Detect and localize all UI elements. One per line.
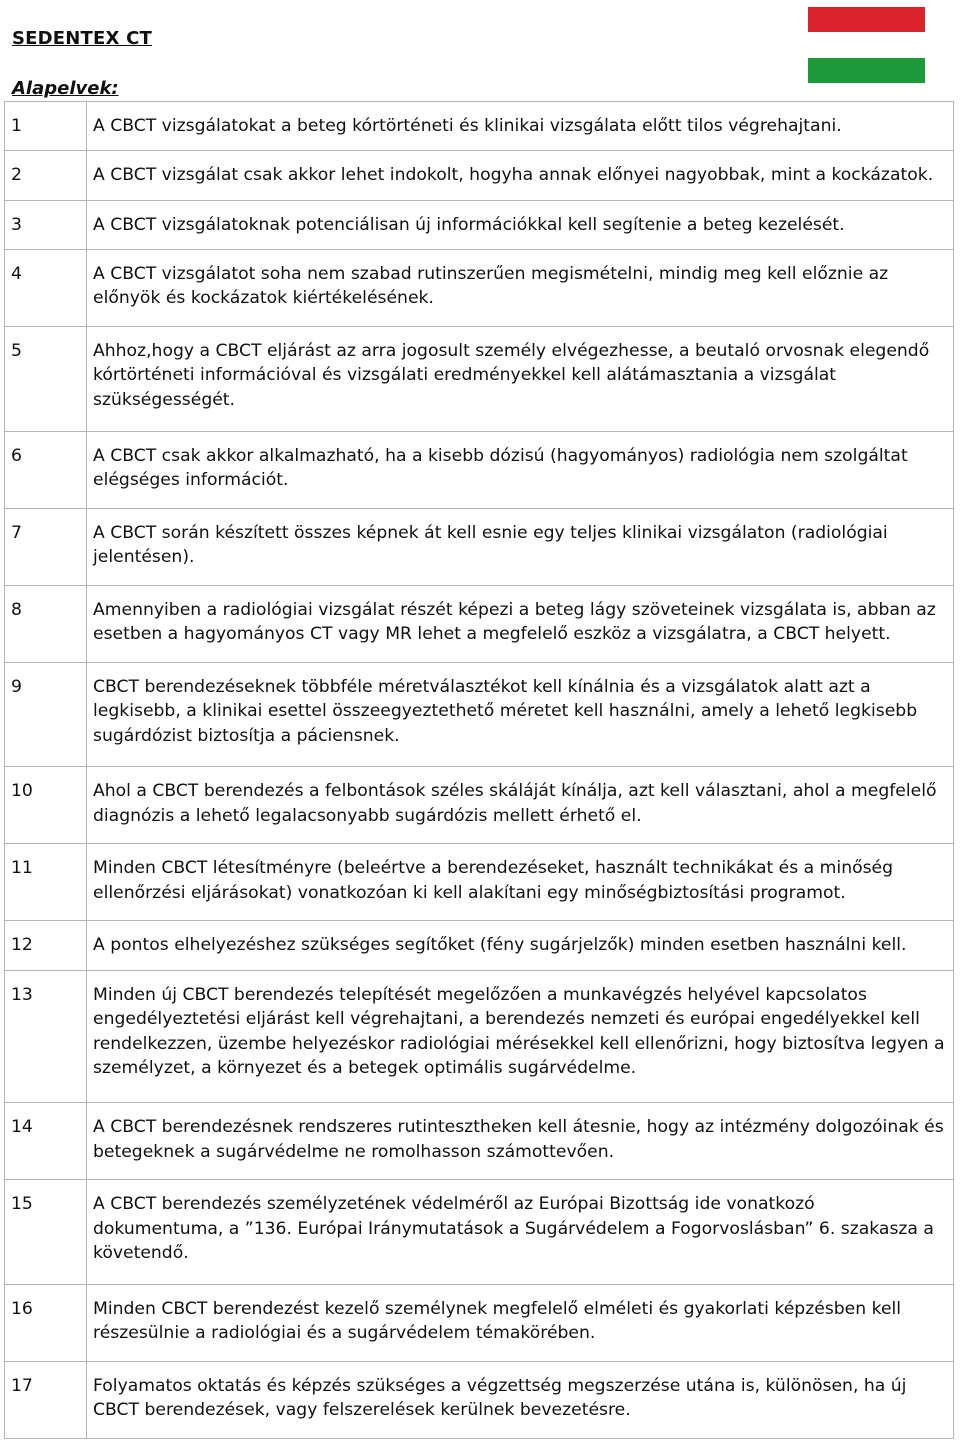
principle-text: A CBCT vizsgálatoknak potenciálisan új információkkal kell segítenie a beteg kezelését. <box>87 200 954 249</box>
principle-number: 7 <box>5 508 87 585</box>
principle-text: A CBCT berendezésnek rendszeres rutintesztheken kell átesnie, hogy az intézmény dolgozóinak és betegeknek a sugárvédelme ne romolhasson számottevően. <box>87 1103 954 1180</box>
flag-stripe-white <box>808 32 925 57</box>
flag-stripe-green <box>808 58 925 83</box>
table-row <box>5 1361 954 1438</box>
principle-text: A CBCT csak akkor alkalmazható, ha a kisebb dózisú (hagyományos) radiológia nem szolgáltat elégséges információt. <box>87 431 954 508</box>
principle-text: A CBCT vizsgálat csak akkor lehet indokolt, hogyha annak előnyei nagyobbak, mint a kockázatok. <box>87 151 954 200</box>
principle-text: Ahhoz,hogy a CBCT eljárást az arra jogosult személy elvégezhesse, a beutaló orvosnak elegendő kórtörténeti információval és vizsgálati eredményekkel kell alátámasztania a vizsgálat szükségességét. <box>87 326 954 431</box>
principle-number: 13 <box>5 970 87 1103</box>
principle-text: Minden CBCT létesítményre (beleértve a berendezéseket, használt technikákat és a minőség ellenőrzési eljárásokat) vonatkozóan ki kell alakítani egy minőségbiztosítási programot. <box>87 844 954 921</box>
principle-text: Amennyiben a radiológiai vizsgálat részét képezi a beteg lágy szöveteinek vizsgálata is, abban az esetben a hagyományos CT vagy MR lehet a megfelelő eszköz a vizsgálatra, a CBCT helyett. <box>87 585 954 662</box>
principle-number: 14 <box>5 1103 87 1180</box>
table-row <box>5 200 954 249</box>
principle-number: 6 <box>5 431 87 508</box>
table-row <box>5 508 954 585</box>
table-row <box>5 249 954 326</box>
principle-number: 15 <box>5 1180 87 1285</box>
table-row <box>5 585 954 662</box>
principle-text: Minden CBCT berendezést kezelő személynek megfelelő elméleti és gyakorlati képzésben kell részesülnie a radiológiai és a sugárvédelem témakörében. <box>87 1284 954 1361</box>
hungary-flag-icon <box>808 7 925 83</box>
principle-number: 4 <box>5 249 87 326</box>
principle-text: Minden új CBCT berendezés telepítését megelőzően a munkavégzés helyével kapcsolatos engedélyeztetési eljárást kell végrehajtani, a berendezés nemzeti és európai engedélyekkel kell rendelkezzen, üzembe helyezéskor radiológiai mérésekkel kell ellenőrizni, hogy biztosítva legyen a személyzet, a környezet és a betegek optimális sugárvédelme. <box>87 970 954 1103</box>
table-row <box>5 921 954 970</box>
principle-number: 10 <box>5 767 87 844</box>
flag-stripe-red <box>808 7 925 32</box>
table-row <box>5 326 954 431</box>
principle-number: 16 <box>5 1284 87 1361</box>
principle-number: 12 <box>5 921 87 970</box>
table-row <box>5 431 954 508</box>
principle-number: 3 <box>5 200 87 249</box>
table-row <box>5 102 954 151</box>
principle-number: 11 <box>5 844 87 921</box>
table-row <box>5 767 954 844</box>
table-row <box>5 151 954 200</box>
table-row <box>5 662 954 767</box>
principle-text: A CBCT során készített összes képnek át kell esnie egy teljes klinikai vizsgálaton (radiológiai jelentésen). <box>87 508 954 585</box>
principle-number: 8 <box>5 585 87 662</box>
principle-number: 1 <box>5 102 87 151</box>
document-title: SEDENTEX CT <box>12 28 152 49</box>
principle-number: 2 <box>5 151 87 200</box>
principle-text: Ahol a CBCT berendezés a felbontások széles skáláját kínálja, azt kell választani, ahol a megfelelő diagnózis a lehető legalacsonyabb sugárdózis mellett érhető el. <box>87 767 954 844</box>
principle-text: A CBCT berendezés személyzetének védelméről az Európai Bizottság ide vonatkozó dokumentuma, a ”136. Európai Iránymutatások a Sugárvédelem a Fogorvoslásban” 6. szakasza a követendő. <box>87 1180 954 1285</box>
principle-number: 5 <box>5 326 87 431</box>
table-row <box>5 844 954 921</box>
principle-number: 17 <box>5 1361 87 1438</box>
section-heading: Alapelvek: <box>12 78 119 99</box>
principle-text: A CBCT vizsgálatokat a beteg kórtörténeti és klinikai vizsgálata előtt tilos végrehajtani. <box>87 102 954 151</box>
table-row <box>5 1180 954 1285</box>
principle-text: A CBCT vizsgálatot soha nem szabad rutinszerűen megismételni, mindig meg kell előznie az előnyök és kockázatok kiértékelésének. <box>87 249 954 326</box>
principle-text: Folyamatos oktatás és képzés szükséges a végzettség megszerzése utána is, különösen, ha új CBCT berendezések, vagy felszerelések kerülnek bevezetésre. <box>87 1361 954 1438</box>
principles-table <box>4 101 954 1439</box>
principle-text: A pontos elhelyezéshez szükséges segítőket (fény sugárjelzők) minden esetben használni kell. <box>87 921 954 970</box>
principle-text: CBCT berendezéseknek többféle méretválasztékot kell kínálnia és a vizsgálatok alatt azt a legkisebb, a klinikai esettel összeegyeztethető méretet kell használni, amely a lehető legkisebb sugárdózist biztosítja a páciensnek. <box>87 662 954 767</box>
table-row <box>5 1103 954 1180</box>
table-row <box>5 970 954 1103</box>
principle-number: 9 <box>5 662 87 767</box>
table-row <box>5 1284 954 1361</box>
